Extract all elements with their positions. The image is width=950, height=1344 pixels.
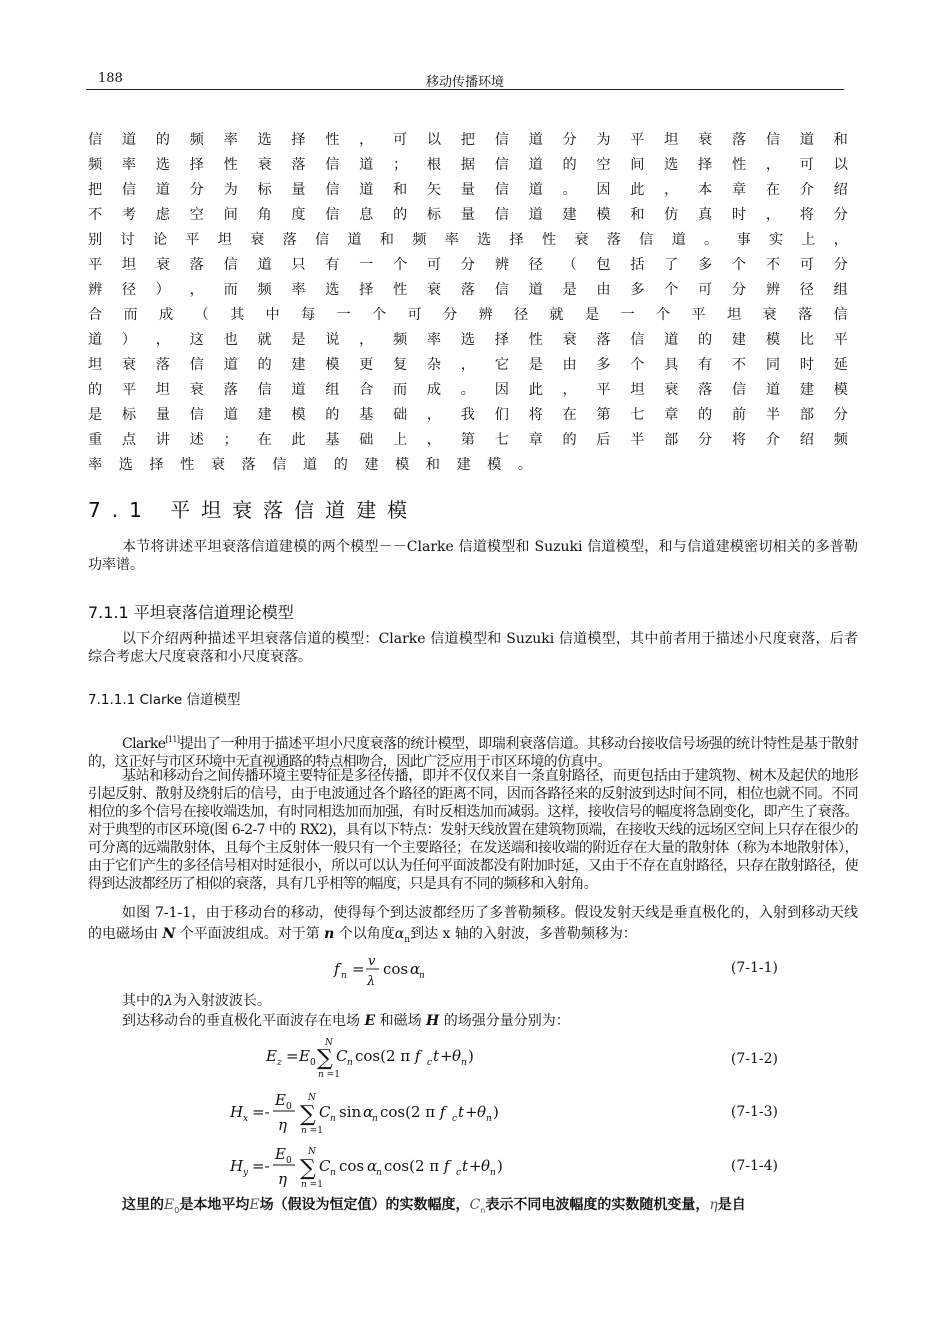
section-7-1-1-intro: 以下介绍两种描述平坦衰落信道的模型：Clarke 信道模型和 Suzuki 信道模型，其中前者用于描述小尺度衰落，后者综合考虑大尺度衰落和小尺度衰落。 xyxy=(88,631,858,665)
equation-number: (7-1-2) xyxy=(730,1051,778,1067)
svg-text:θ: θ xyxy=(481,1157,491,1175)
svg-text:n: n xyxy=(341,971,347,981)
svg-text:θ: θ xyxy=(452,1047,462,1065)
field-components-intro: 到达移动台的垂直极化平面波存在电场 E 和磁场 H 的场强分量分别为： xyxy=(122,1013,570,1029)
section-heading-7-1-1: 7.1.1 平坦衰落信道理论模型 xyxy=(88,603,294,622)
svg-text:n: n xyxy=(419,971,425,981)
svg-text:c: c xyxy=(456,1168,462,1178)
svg-text:α: α xyxy=(363,1103,374,1121)
svg-text:): ) xyxy=(497,1157,503,1175)
section-heading-7-1: 7.1 平坦衰落信道建模 xyxy=(88,498,419,522)
svg-text:cos: cos xyxy=(339,1157,365,1175)
svg-text:E: E xyxy=(275,1091,286,1109)
svg-text:0: 0 xyxy=(286,1102,292,1112)
equation-7-1-3 xyxy=(88,1088,778,1136)
text-line: 坦 衰 落 信 道 的 建 模 更 复 杂 ， 它 是 由 多 个 具 有 不 同 时 延 xyxy=(88,357,848,373)
svg-text:c: c xyxy=(427,1058,433,1068)
section-heading-7-1-1-1: 7.1.1.1 Clarke 信道模型 xyxy=(88,692,241,708)
svg-text:H: H xyxy=(230,1157,244,1175)
text-line: 是 标 量 信 道 建 模 的 基 础 ， 我 们 将 在 第 七 章 的 前 半 部 分 xyxy=(88,407,848,423)
svg-text:n: n xyxy=(372,1114,378,1124)
text-line: 别 讨 论 平 坦 衰 落 信 道 和 频 率 选 择 性 衰 落 信 道 。 事 实 上 ， xyxy=(88,232,848,248)
svg-text:λ: λ xyxy=(367,974,376,989)
svg-text:N: N xyxy=(308,1147,316,1157)
svg-text:E: E xyxy=(266,1047,277,1065)
svg-text:cos(2 π f: cos(2 π f xyxy=(380,1103,446,1121)
text-line: 合 而 成 （ 其 中 每 一 个 可 分 辨 径 就 是 一 个 平 坦 衰 落 信 xyxy=(88,307,848,323)
variables-definition-line: 这里的$E_0$是本地平均E场（假设为恒定值）的实数幅度，$C_n$表示不同电波幅度的实数随机变量，η是自 xyxy=(122,1197,746,1215)
equation-number: (7-1-3) xyxy=(730,1104,778,1120)
equation-7-1-2-formula xyxy=(88,1036,688,1082)
svg-text:∑: ∑ xyxy=(300,1156,316,1181)
equation-7-1-4-formula xyxy=(88,1142,688,1190)
text-line: 不 考 虑 空 间 角 度 信 息 的 标 量 信 道 建 模 和 仿 真 时 ， 将 分 xyxy=(88,207,848,223)
text-line: 率 选 择 性 衰 落 信 道 的 建 模 和 建 模 。 xyxy=(88,457,533,473)
svg-text:n: n xyxy=(376,1168,382,1178)
page-number: 188 xyxy=(98,71,123,86)
svg-text:): ) xyxy=(468,1047,474,1065)
svg-text:N: N xyxy=(308,1093,316,1103)
svg-text:0: 0 xyxy=(310,1058,316,1068)
svg-text:E: E xyxy=(299,1047,310,1065)
equation-number: (7-1-1) xyxy=(730,960,778,976)
svg-text:η: η xyxy=(278,1170,287,1188)
svg-text:C: C xyxy=(336,1047,348,1065)
equation-number: (7-1-4) xyxy=(730,1158,778,1174)
svg-text:∑: ∑ xyxy=(300,1102,316,1127)
page-header xyxy=(86,69,844,90)
svg-text:n =1: n =1 xyxy=(318,1070,340,1080)
svg-text:n: n xyxy=(330,1168,336,1178)
citation: [11] xyxy=(165,735,180,744)
svg-text:+: + xyxy=(469,1157,482,1175)
svg-text:n: n xyxy=(490,1168,496,1178)
svg-text:H: H xyxy=(230,1103,244,1121)
svg-text:θ: θ xyxy=(477,1103,487,1121)
svg-text:n: n xyxy=(330,1114,336,1124)
wavelength-note: 其中的λ为入射波波长。 xyxy=(122,993,271,1009)
svg-text:E: E xyxy=(275,1145,286,1163)
svg-text:N: N xyxy=(325,1038,333,1048)
svg-text:cos: cos xyxy=(383,960,409,978)
svg-text:x: x xyxy=(243,1114,249,1124)
svg-text:c: c xyxy=(452,1114,458,1124)
equation-7-1-2 xyxy=(88,1036,778,1082)
clarke-paragraph-1: Clarke[11]提出了一种用于描述平坦小尺度衰落的统计模型，即瑞利衰落信道。其移动台接收信号场强的统计特性是基于散射的，这正好与市区环境中无直视通路的特点相吻合，因此广泛应用于市区环境的仿真中。 xyxy=(88,735,858,770)
svg-text:C: C xyxy=(319,1103,331,1121)
svg-text:α: α xyxy=(367,1157,378,1175)
text-line: 平 坦 衰 落 信 道 只 有 一 个 可 分 辨 径 （ 包 括 了 多 个 不 可 分 xyxy=(88,257,848,273)
clarke-paragraph-3: 如图 7-1-1，由于移动台的移动，使得每个到达波都经历了多普勒频移。假设发射天线是垂直极化的，入射到移动天线的电磁场由 N 个平面波组成。对于第 n 个以角度$\alpha_n$到达 x 轴的入射波，多普勒频移为： xyxy=(88,905,858,945)
svg-text:η: η xyxy=(278,1116,287,1134)
svg-text:cos(2 π f: cos(2 π f xyxy=(355,1047,421,1065)
svg-text:=: = xyxy=(352,960,365,978)
svg-text:=-: =- xyxy=(252,1157,270,1175)
svg-text:n: n xyxy=(461,1058,467,1068)
svg-text:=-: =- xyxy=(252,1103,270,1121)
equation-7-1-1-formula xyxy=(88,948,688,990)
svg-text:+: + xyxy=(465,1103,478,1121)
section-7-1-intro: 本节将讲述平坦衰落信道建模的两个模型－－Clarke 信道模型和 Suzuki 信道模型，和与信道建模密切相关的多普勒功率谱。 xyxy=(88,539,858,573)
svg-text:∑: ∑ xyxy=(317,1046,333,1071)
svg-text:v: v xyxy=(368,954,376,969)
opening-paragraph xyxy=(88,128,848,478)
svg-text:n: n xyxy=(486,1114,492,1124)
running-title: 移动传播环境 xyxy=(425,75,504,90)
svg-text:0: 0 xyxy=(286,1156,292,1166)
svg-text:y: y xyxy=(243,1168,249,1178)
svg-text:f: f xyxy=(334,960,340,978)
svg-text:α: α xyxy=(410,960,421,978)
text-line: 信 道 的 频 率 选 择 性 ， 可 以 把 信 道 分 为 平 坦 衰 落 信 道 和 xyxy=(88,132,848,148)
svg-text:t: t xyxy=(462,1157,469,1175)
text-line: 把 信 道 分 为 标 量 信 道 和 矢 量 信 道 。 因 此 ， 本 章 在 介 绍 xyxy=(88,182,848,198)
svg-text:sin: sin xyxy=(339,1103,362,1121)
text-line: 辨 径 ） ， 而 频 率 选 择 性 衰 落 信 道 是 由 多 个 可 分 辨 径 组 xyxy=(88,282,848,298)
svg-text:t: t xyxy=(458,1103,465,1121)
svg-text:n =1: n =1 xyxy=(301,1180,323,1190)
clarke-paragraph-2: 基站和移动台之间传播环境主要特征是多径传播，即并不仅仅来自一条直射路径，而更包括由于建筑物、树木及起伏的地形引起反射、散射及绕射后的信号，由于电波通过各个路径的距离不同，因而各路径来的反射波到达时间不同，相位也就不同。不同相位的多个信号在接收端迭加，有时同相迭加而加强，有时反相迭加而减弱。这样，接收信号的幅度将急剧变化，即产生了衰落。对于典型的市区环境(图 6-2-7 中的 RX2)，具有以下特点：发射天线放置在建筑物顶端，在接收天线的远场区空间上只存在很少的可分离的远端散射体，且每个主反射体一般只有一个主要路径；在发送端和接收端的附近存在大量的散射体（称为本地散射体），由于它们产生的多径信号相对时延很小，所以可以认为任何平面波都没有附加时延，又由于不存在直射路径，只存在散射路径，使得到达波都经历了相似的衰落，具有几乎相等的幅度，只是具有不同的频移和入射角。 xyxy=(88,768,858,892)
text-line: 频 率 选 择 性 衰 落 信 道 ； 根 据 信 道 的 空 间 选 择 性 ， 可 以 xyxy=(88,157,848,173)
text-line: 重 点 讲 述 ； 在 此 基 础 上 ， 第 七 章 的 后 半 部 分 将 介 绍 频 xyxy=(88,432,848,448)
text-line: 道 ） ， 这 也 就 是 说 ， 频 率 选 择 性 衰 落 信 道 的 建 模 比 平 xyxy=(88,332,848,348)
svg-text:t: t xyxy=(433,1047,440,1065)
svg-text:n: n xyxy=(347,1058,353,1068)
svg-text:): ) xyxy=(493,1103,499,1121)
equation-7-1-4 xyxy=(88,1142,778,1190)
svg-text:+: + xyxy=(440,1047,453,1065)
equation-7-1-3-formula xyxy=(88,1088,688,1136)
svg-text:z: z xyxy=(277,1058,282,1068)
svg-text:C: C xyxy=(319,1157,331,1175)
text-line: 的 平 坦 衰 落 信 道 组 合 而 成 。 因 此 ， 平 坦 衰 落 信 道 建 模 xyxy=(88,382,848,398)
svg-text:=: = xyxy=(286,1047,299,1065)
svg-text:cos(2 π f: cos(2 π f xyxy=(384,1157,450,1175)
svg-text:n =1: n =1 xyxy=(301,1126,323,1136)
equation-7-1-1 xyxy=(88,948,778,988)
